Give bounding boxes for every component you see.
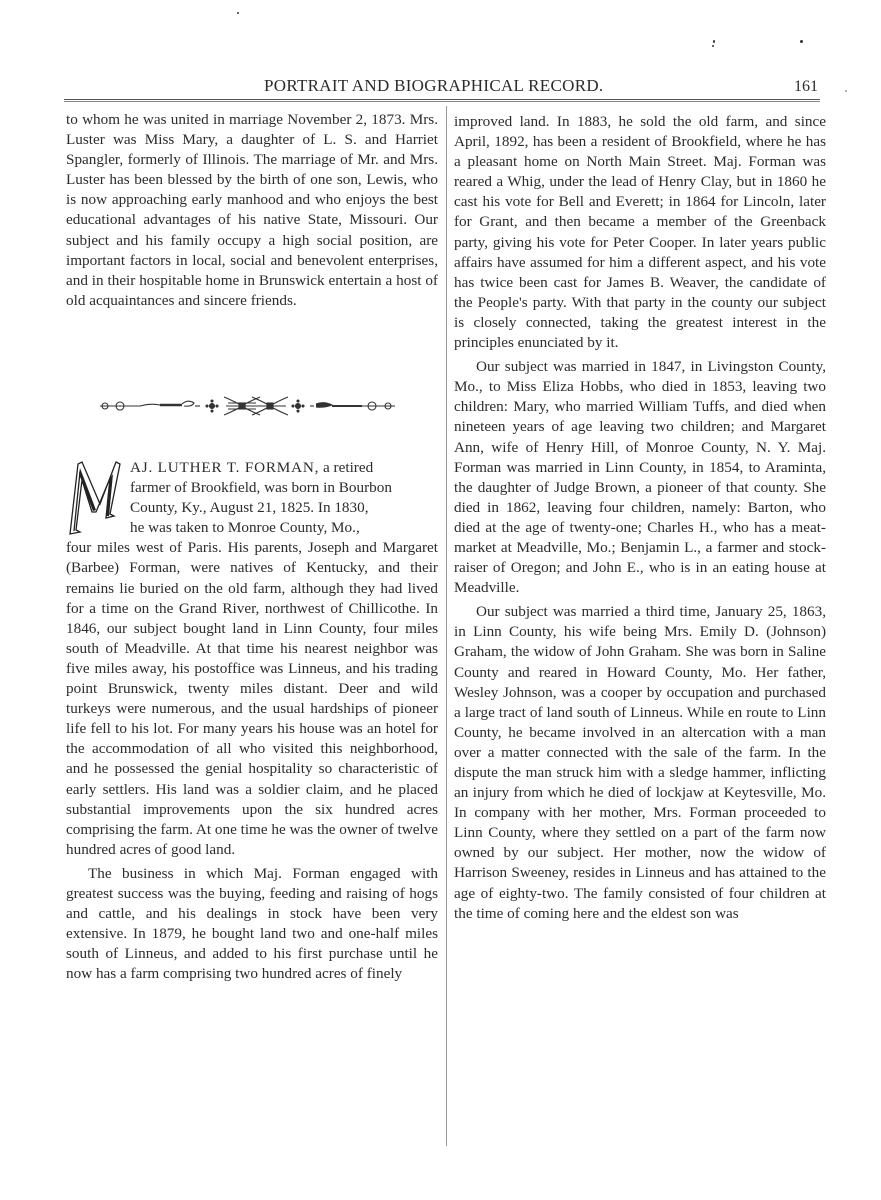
right-paragraph-3: Our subject was married a third time, January 25, 1863, in Linn County, his wife being Mrs. Emily D. (Johnson) Graham, the widow of John Graham. She was born in Saline County and reared in Howard County, Mo. Her father, Wesley Johnson, was a cooper by occupation and purchased a large tract of land south of Linneus. While en route to Linn County, he became involved in an altercation with a man over a matter connected with the sale of the farm. In the dispute the man struck him with a sledge hammer, inflicting an injury from which he died of lockjaw at Keytesville, Mo. In company with her mother, Mrs. Forman proceeded to Linn County, where they settled on a part of the farm now owned by our subject. Her mother, now the widow of Harrison Sweeney, resides in Linneus and has attained to the age of eighty-two. The family consisted of four children at the time of coming here and the eldest son was <box>454 603 826 922</box>
continuation-paragraph: to whom he was united in marriage November 2, 1873. Mrs. Luster was Miss Mary, a daughter of L. S. and Harriet Spangler, formerly of Illinois. The marriage of Mr. and Mrs. Luster has been blessed by the birth of one son, Lewis, who is now approaching early manhood and who enjoys the best educational advantages of his native State, Missouri. Our subject and his family occupy a high social position, are important factors in local, social and benevolent enterprises, and in their hospitable home in Brunswick entertain a host of old acquaintances and sincere friends. <box>66 111 438 309</box>
left-column <box>66 110 438 311</box>
scan-speck <box>237 12 239 14</box>
right-paragraph-2: Our subject was married in 1847, in Livingston County, Mo., to Miss Eliza Hobbs, who died in 1853, leaving two children: Mary, who married William Tuffs, and died when nineteen years of age leaving two children; and Margaret Ann, wife of Henry Hill, of Monroe County, N. Y. Maj. Forman was married in Linn County, in 1854, to Araminta, the daughter of Judge Brown, a pioneer of that county. She died in 1862, leaving four children, namely: Barton, who died at the age of twenty-one; Charles H., who has a meat-market at Meadville, Mo.; Benjamin L., a farmer and stock-raiser of Oregon; and John E., who is in an eating house at Meadville. <box>454 358 826 597</box>
page-header <box>64 76 818 98</box>
running-title: PORTRAIT AND BIOGRAPHICAL RECORD. <box>264 76 604 95</box>
scan-speck <box>845 90 847 92</box>
scan-speck <box>712 45 714 47</box>
right-paragraph-1: improved land. In 1883, he sold the old farm, and since April, 1892, has been a resident of Brookfield, where he has a pleasant home on North Main Street. Maj. Forman was reared a Whig, under the lead of Henry Clay, but in 1860 he cast his vote for Bell and Everett; in 1864 for Lincoln, later for Grant, and then became a member of the Greenback party, giving his vote for Peter Cooper. In later years public affairs have assumed for him a different aspect, and his vote has twice been cast for James B. Weaver, the candidate of the People's party. With that party in the county our subject is closely connected, taking the greatest interest in the principles enunciated by it. <box>454 113 826 352</box>
article-paragraph-2: The business in which Maj. Forman engaged with greatest success was the buying, feeding and raising of hogs and cattle, and his dealings in stock have been very extensive. In 1879, he bought land two and one-half miles south of Linneus, and added to his first purchase until he now has a farm comprising two hundred acres of finely <box>66 864 438 983</box>
article-forman <box>66 458 438 984</box>
article-opening-line-4: he was taken to Monroe County, Mo., <box>130 519 360 537</box>
ornament-divider-icon <box>100 392 395 420</box>
scan-speck <box>713 40 715 43</box>
page-number: 161 <box>794 78 818 95</box>
article-opening-line-2: farmer of Brookfield, was born in Bourbon <box>130 479 392 497</box>
column-divider <box>446 106 447 1146</box>
article-opening-line-3: County, Ky., August 21, 1825. In 1830, <box>130 499 369 517</box>
header-rule-top <box>64 99 820 100</box>
article-paragraph-1: four miles west of Paris. His parents, Joseph and Margaret (Barbee) Forman, were natives of Kentucky, and their remains lie buried on the old farm, although they had lived for a time on the Grand River, northwest of Chillicothe. In 1846, our subject bought land in Linn County, four miles south of Meadville. At that time his nearest neighbor was five miles away, his postoffice was Linneus, and his trading point Brunswick, twenty miles distant. Deer and wild turkeys were numerous, and the usual hardships of pioneer life fell to his lot. For many years his house was an hotel for the accommodation of all who visited this neighborhood, and he possessed the genial hospitality so characteristic of early settlers. His land was a soldier claim, and he placed substantial improvements upon the six hundred acres comprising the farm. At one time he was the owner of twelve hundred acres of good land. <box>66 539 438 858</box>
header-rule-bottom <box>64 101 820 102</box>
drop-cap-m-icon <box>66 458 124 536</box>
article-opening-line-1: AJ. LUTHER T. FORMAN, a retired <box>130 459 374 476</box>
right-column <box>454 112 826 924</box>
subject-name-caps: AJ. LUTHER T. FORMAN, <box>130 459 320 476</box>
scan-speck <box>800 40 803 43</box>
